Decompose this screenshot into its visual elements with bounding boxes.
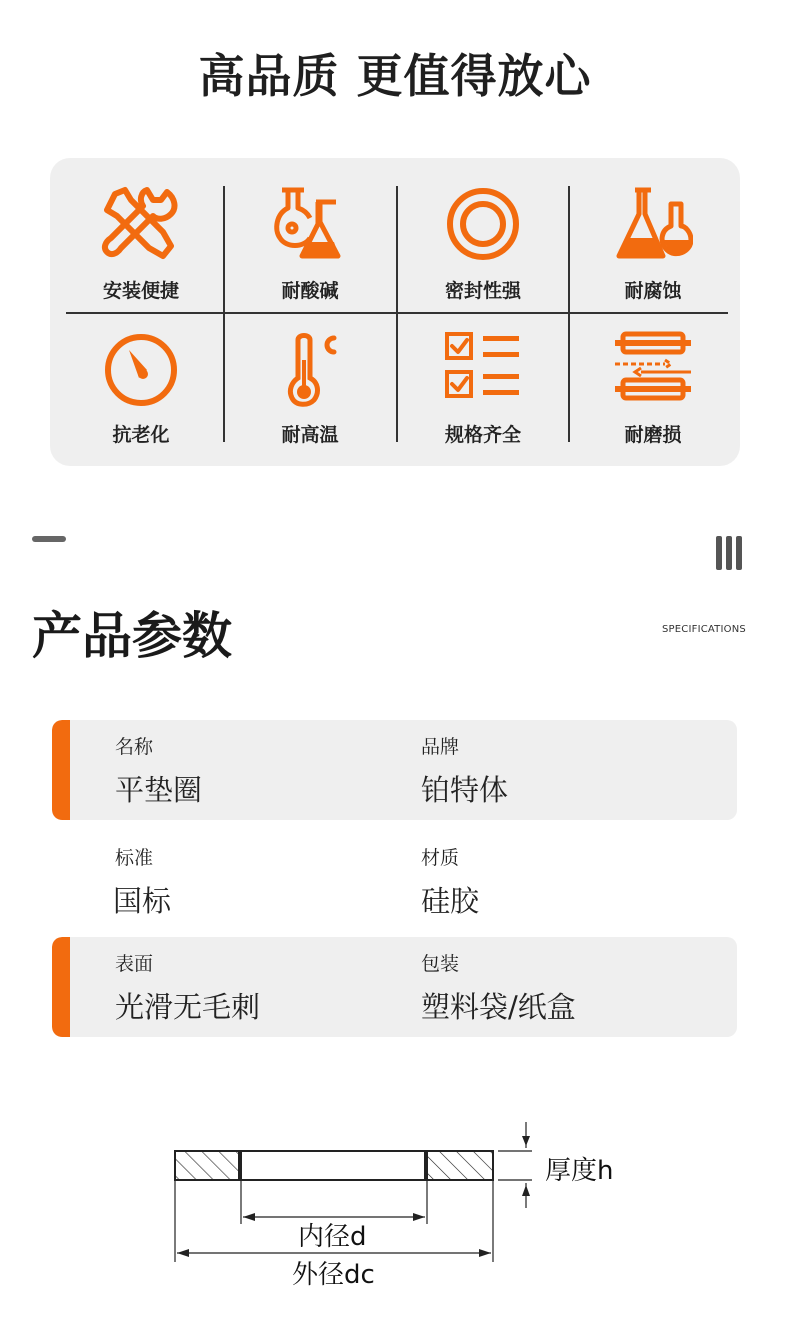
feature-label: 耐磨损: [624, 424, 682, 446]
feature-label: 耐腐蚀: [624, 280, 682, 302]
spec-value: 光滑无毛刺: [115, 990, 261, 1024]
spec-row: [52, 937, 737, 1037]
feature-panel: [50, 158, 740, 466]
feature-acid: [235, 186, 385, 303]
feature-label: 抗老化: [112, 424, 170, 446]
spec-value: 硅胶: [421, 884, 480, 918]
grid-divider: [396, 186, 398, 442]
rollers-icon: [611, 330, 695, 410]
grid-divider: [568, 186, 570, 442]
section-bars-icon: [716, 536, 744, 570]
spec-row: [52, 720, 737, 820]
checklist-icon: [443, 330, 523, 410]
flask-tube-icon: [613, 186, 693, 266]
feature-label: 安装便捷: [102, 280, 179, 302]
feature-seal: [408, 186, 558, 303]
spec-value: 平垫圈: [115, 773, 203, 807]
feature-label: 密封性强: [444, 280, 521, 302]
feature-install: [66, 186, 216, 303]
grid-divider: [223, 186, 225, 442]
feature-label: 耐高温: [281, 424, 339, 446]
feature-corrosion: [578, 186, 728, 303]
spec-key: 标准: [115, 847, 154, 869]
spec-key: 名称: [115, 736, 154, 758]
spec-key: 包装: [421, 953, 460, 975]
row-accent: [52, 937, 70, 1037]
spec-key: 材质: [421, 847, 460, 869]
feature-grid: [66, 186, 728, 446]
section-subtitle: SPECIFICATIONS: [662, 624, 746, 635]
spec-value: 国标: [113, 884, 172, 918]
spec-value: 塑料袋/纸盒: [421, 990, 576, 1024]
feature-label: 规格齐全: [444, 424, 521, 446]
section-title: 产品参数: [32, 607, 232, 665]
outer-diameter-label: 外径dc: [292, 1260, 375, 1290]
gauge-icon: [101, 330, 181, 410]
feature-heat: [235, 330, 385, 447]
spec-row: [52, 831, 737, 931]
grid-divider: [66, 312, 728, 314]
spec-value: 铂特体: [421, 773, 509, 807]
spec-key: 品牌: [421, 736, 460, 758]
section-dash: [32, 536, 66, 542]
thermometer-icon: [270, 330, 350, 410]
washer-diagram: [160, 1110, 640, 1300]
feature-label: 耐酸碱: [281, 280, 339, 302]
thickness-label: 厚度h: [545, 1156, 614, 1186]
ring-icon: [443, 186, 523, 266]
flasks-icon: [270, 186, 350, 266]
row-accent: [52, 720, 70, 820]
washer-section-drawing: [160, 1110, 640, 1300]
wrench-screwdriver-icon: [101, 186, 181, 266]
inner-diameter-label: 内径d: [298, 1222, 367, 1252]
spec-key: 表面: [115, 953, 154, 975]
feature-specs: [408, 330, 558, 447]
feature-aging: [66, 330, 216, 447]
feature-wear: [578, 330, 728, 447]
hero-title: 高品质 更值得放心: [198, 49, 592, 103]
